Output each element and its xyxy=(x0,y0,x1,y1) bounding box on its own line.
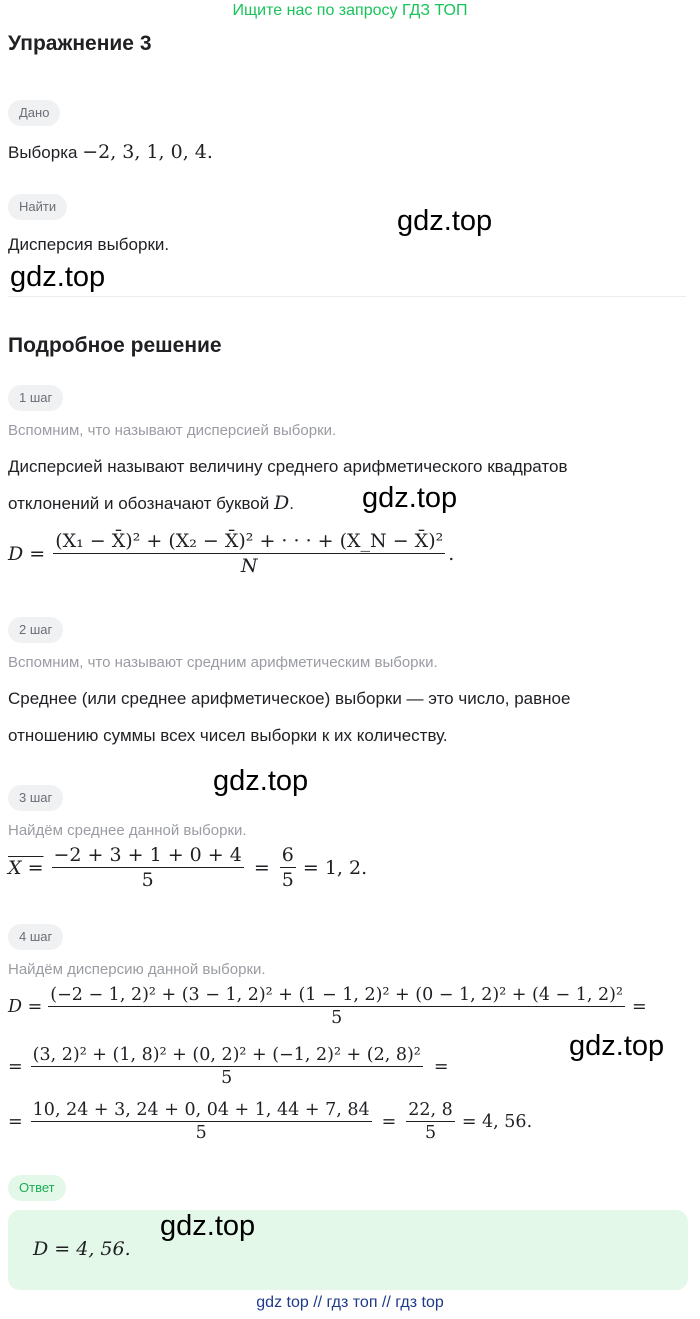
step-4-row-1-lhs: D = xyxy=(8,996,43,1017)
watermark: gdz.top xyxy=(397,205,493,237)
step-1-chip: 1 шаг xyxy=(8,385,63,411)
find-text: Дисперсия выборки. xyxy=(8,235,170,254)
step-4-row-2 xyxy=(8,1045,448,1088)
step-2-hint: Вспомним, что называют средним арифметическим выборки. xyxy=(8,654,438,671)
step-4-row-2-lhs: = xyxy=(8,1056,23,1077)
step-4-row-1-end: = xyxy=(632,996,647,1017)
step-4-row-3-den-1: 5 xyxy=(195,1123,207,1143)
step-3-hint: Найдём среднее данной выборки. xyxy=(8,822,247,839)
given-sample: −2, 3, 1, 0, 4. xyxy=(82,141,213,163)
answer-text: D = 4, 56. xyxy=(33,1238,131,1260)
section-divider xyxy=(8,296,686,297)
step-3-fraction-2 xyxy=(280,844,296,891)
step-1-line-2-text: отклонений и обозначают буквой xyxy=(8,494,274,513)
step-1-hint: Вспомним, что называют дисперсией выборки. xyxy=(8,422,337,439)
step-1-fraction-num: (X₁ − X̄)² + (X₂ − X̄)² + · · · + (X_N − X̄)² xyxy=(55,530,444,552)
find-chip: Найти xyxy=(8,194,67,220)
step-1-formula xyxy=(8,530,454,577)
step-4-row-2-fraction xyxy=(31,1045,423,1088)
watermark: gdz.top xyxy=(160,1210,256,1242)
step-3-fraction-1 xyxy=(52,844,244,891)
step-4-row-1-num: (−2 − 1, 2)² + (3 − 1, 2)² + (1 − 1, 2)² + (0 − 1, 2)² + (4 − 1, 2)² xyxy=(50,985,624,1005)
step-4-hint: Найдём дисперсию данной выборки. xyxy=(8,961,266,978)
step-2-line-1: Среднее (или среднее арифметическое) выборки — это число, равное xyxy=(8,689,571,708)
step-1-line-1: Дисперсией называют величину среднего арифметического квадратов xyxy=(8,457,568,476)
step-3-fraction-1-num: −2 + 3 + 1 + 0 + 4 xyxy=(53,844,242,866)
step-3-fraction-2-den: 5 xyxy=(281,869,294,891)
step-4-row-3-num-2: 22, 8 xyxy=(408,1100,453,1120)
watermark: gdz.top xyxy=(569,1030,665,1062)
step-2-chip: 2 шаг xyxy=(8,617,63,643)
watermark: gdz.top xyxy=(362,482,458,514)
watermark: gdz.top xyxy=(213,765,309,797)
step-3-chip: 3 шаг xyxy=(8,785,63,811)
step-4-row-2-num: (3, 2)² + (1, 8)² + (0, 2)² + (−1, 2)² + (2, 8)² xyxy=(32,1045,421,1065)
step-4-row-3-num-1: 10, 24 + 3, 24 + 0, 04 + 1, 44 + 7, 84 xyxy=(32,1100,370,1120)
given-text xyxy=(8,141,213,163)
step-2-line-2: отношению суммы всех чисел выборки к их количеству. xyxy=(8,726,448,745)
solution-title: Подробное решение xyxy=(8,334,222,357)
step-4-row-3-fraction-2 xyxy=(406,1100,455,1143)
step-4-chip: 4 шаг xyxy=(8,924,63,950)
search-banner: Ищите нас по запросу ГДЗ ТОП xyxy=(232,2,468,19)
step-1-formula-end: . xyxy=(448,542,455,565)
footer-links: gdz top // гдз топ // гдз top xyxy=(256,1294,444,1311)
step-4-row-3-lhs: = xyxy=(8,1111,23,1132)
step-3-formula: X = $\frac{-2 + 3 + 1 + 0 + 4}{5}$ = $\frac{6}{5}$ = 1, 2. xyxy=(8,844,368,891)
step-1-formula-lhs: D = xyxy=(8,542,46,565)
step-4-row-1-fraction xyxy=(48,985,625,1028)
watermark: gdz.top xyxy=(10,261,106,293)
step-4-row-3: = $\frac{10, 24 + 3, 24 + 0, 04 + 1, 44 + 7, 84}{5}$ = $\frac{22, 8}{5}$ = 4, 56. xyxy=(8,1100,533,1143)
step-1-line-2: отклонений и обозначают буквой D. xyxy=(8,492,294,514)
step-4-row-2-end: = xyxy=(433,1056,449,1077)
step-1-fraction xyxy=(53,530,445,577)
answer-chip: Ответ xyxy=(8,1175,66,1201)
step-4-row-3-fraction-1 xyxy=(31,1100,372,1143)
exercise-title: Упражнение 3 xyxy=(8,32,152,55)
given-chip: Дано xyxy=(8,100,60,126)
step-3-formula-lhs: X = xyxy=(8,856,44,879)
step-4-row-2-den: 5 xyxy=(221,1068,233,1088)
step-4-row-3-result: = 4, 56. xyxy=(461,1111,533,1132)
step-4-row-1 xyxy=(8,985,647,1028)
step-3-fraction-1-den: 5 xyxy=(141,869,154,891)
step-3-result: = 1, 2. xyxy=(302,856,368,879)
step-3-fraction-2-num: 6 xyxy=(281,844,294,866)
given-prefix: Выборка xyxy=(8,143,83,162)
step-4-row-1-den: 5 xyxy=(331,1008,343,1028)
step-4-row-3-den-2: 5 xyxy=(424,1123,437,1143)
step-1-var-d: D xyxy=(273,492,290,514)
step-1-fraction-den: N xyxy=(240,555,258,577)
